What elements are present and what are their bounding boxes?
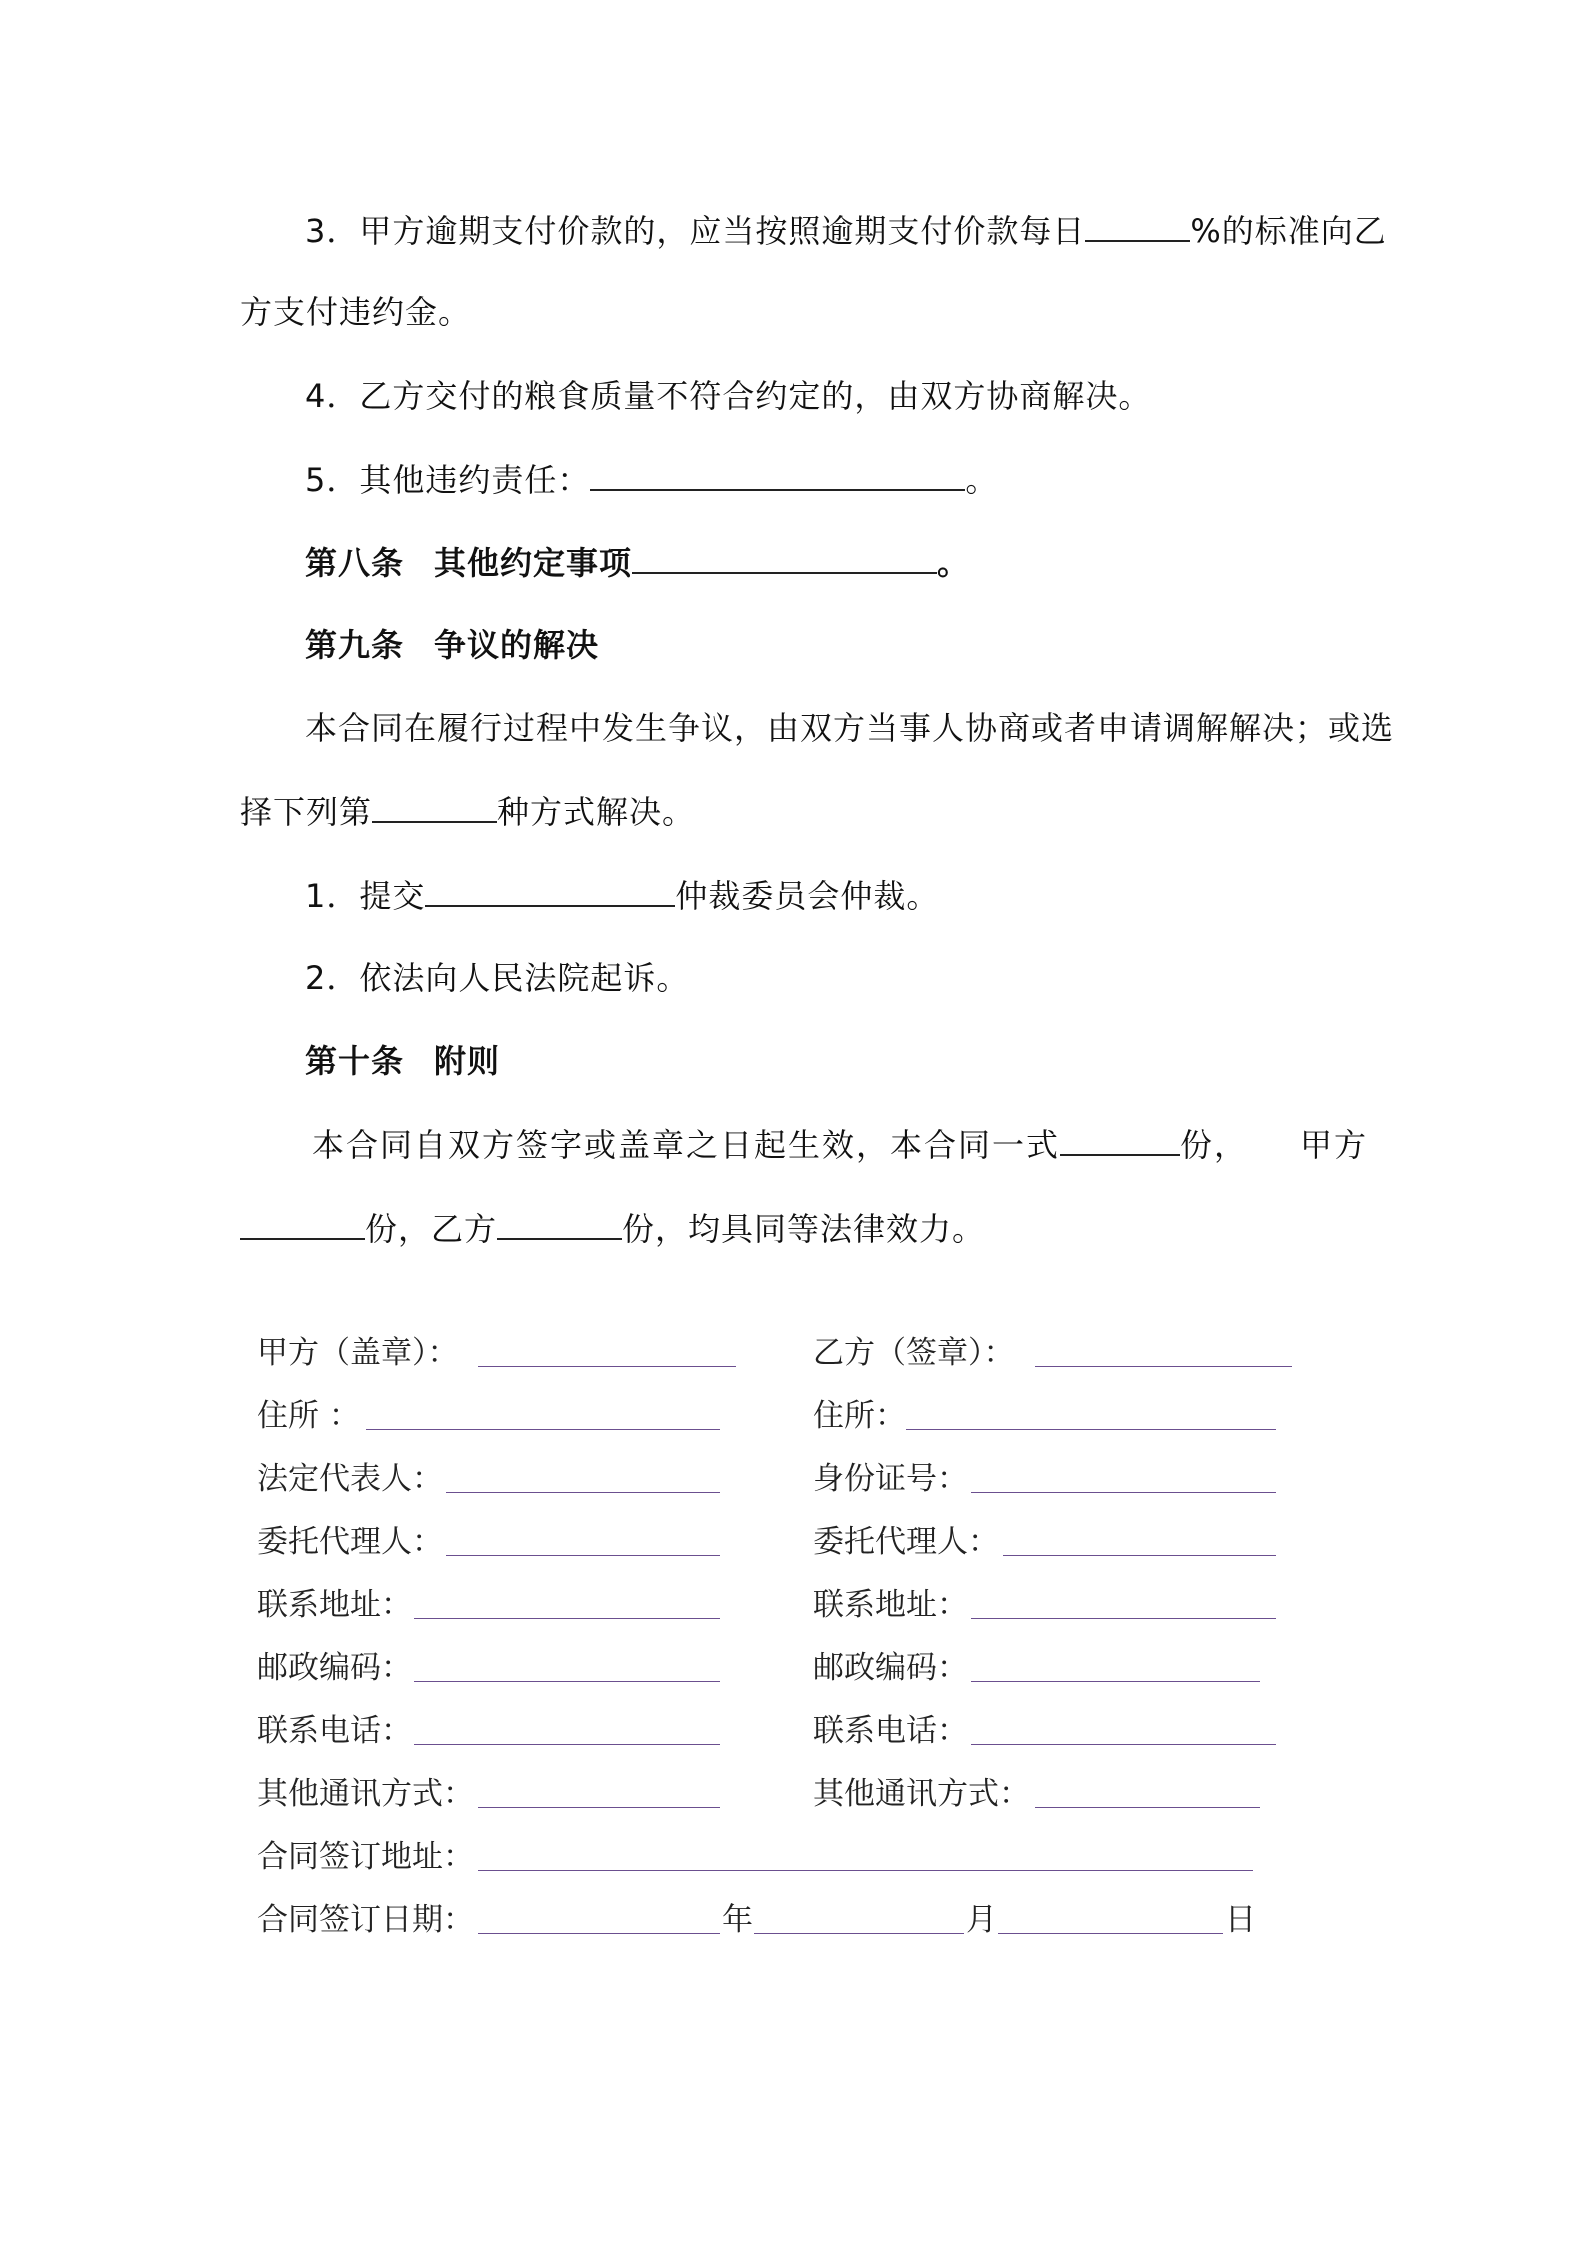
article-10-heading: 附则 [434, 1042, 501, 1080]
party-b-sign-label: 乙方（签章）： [813, 1335, 1015, 1371]
sign-address-label: 合同签订地址： [257, 1839, 474, 1875]
party-a-other-contact-label: 其他通讯方式： [257, 1776, 474, 1812]
clause-3-text-c: 方支付违约金。 [240, 293, 472, 331]
party-b-contact-address-line[interactable] [971, 1618, 1276, 1619]
article-8-heading: 其他约定事项 [434, 544, 633, 582]
article-10-text-2 [240, 1208, 985, 1249]
article-8 [305, 542, 970, 583]
party-a-seal-line[interactable] [478, 1366, 736, 1367]
party-a-agent-label: 委托代理人： [257, 1524, 443, 1560]
year-label: 年 [722, 1902, 753, 1938]
party-a-address-line[interactable] [366, 1429, 720, 1430]
dispute-method-blank[interactable] [372, 791, 497, 823]
other-liability-blank[interactable] [590, 459, 965, 491]
month-label: 月 [966, 1902, 997, 1938]
copies-total-blank[interactable] [1060, 1124, 1180, 1156]
sign-address-line[interactable] [478, 1870, 1253, 1871]
party-b-phone-label: 联系电话： [813, 1713, 968, 1749]
day-label: 日 [1225, 1902, 1256, 1938]
arbitration-committee-blank[interactable] [425, 875, 675, 907]
article-8-end: 。 [937, 544, 971, 582]
party-a-other-contact-line[interactable] [478, 1807, 720, 1808]
option-1-text-b: 仲裁委员会仲裁。 [675, 877, 940, 915]
party-b-sign-line[interactable] [1035, 1366, 1292, 1367]
article-10 [305, 1041, 500, 1081]
option-1-text-a: 1．提交 [305, 877, 426, 915]
party-b-agent-line[interactable] [1003, 1555, 1276, 1556]
article-9-body-b2: 种方式解决。 [497, 793, 696, 831]
party-a-contact-address-label: 联系地址： [257, 1587, 412, 1623]
party-a-seal-label: 甲方（盖章）： [257, 1335, 459, 1371]
party-a-postcode-line[interactable] [414, 1681, 720, 1682]
option-2-text: 2．依法向人民法院起诉。 [305, 959, 690, 997]
clause-4-text: 4．乙方交付的粮食质量不符合约定的，由双方协商解决。 [305, 377, 1152, 415]
sign-date-label: 合同签订日期： [257, 1902, 474, 1938]
article-9 [305, 625, 599, 665]
sign-year-line[interactable] [478, 1933, 720, 1934]
option-2 [305, 958, 689, 998]
clause-5-text: 5．其他违约责任： [305, 461, 591, 499]
article-9-text-1 [305, 708, 1394, 748]
party-b-phone-line[interactable] [971, 1744, 1276, 1745]
clause-5 [305, 459, 998, 500]
party-a-contact-address-line[interactable] [414, 1618, 720, 1619]
copies-party-b-blank[interactable] [497, 1208, 622, 1240]
sign-month-line[interactable] [754, 1933, 964, 1934]
clause-3-line-2 [240, 292, 471, 332]
party-a-legal-rep-label: 法定代表人： [257, 1461, 443, 1497]
party-a-legal-rep-line[interactable] [446, 1492, 720, 1493]
article-10-title: 第十条 [305, 1042, 405, 1080]
party-b-contact-address-label: 联系地址： [813, 1587, 968, 1623]
party-b-address-line[interactable] [906, 1429, 1276, 1430]
article-9-body: 本合同在履行过程中发生争议，由双方当事人协商或者申请调解解决；或选 [305, 709, 1395, 747]
sign-day-line[interactable] [998, 1933, 1223, 1934]
party-b-address-label: 住所： [813, 1398, 906, 1434]
party-b-id-number-label: 身份证号： [813, 1461, 968, 1497]
clause-4 [305, 376, 1151, 416]
party-b-agent-label: 委托代理人： [813, 1524, 999, 1560]
clause-3-text-b: %的标准向乙 [1190, 212, 1387, 250]
article-9-title: 第九条 [305, 626, 405, 664]
clause-3-text: 3．甲方逾期支付价款的，应当按照逾期支付价款每日 [305, 212, 1086, 250]
party-b-postcode-label: 邮政编码： [813, 1650, 968, 1686]
article-10-body-b2: 份，均具同等法律效力。 [622, 1210, 986, 1248]
party-a-phone-label: 联系电话： [257, 1713, 412, 1749]
article-8-title: 第八条 [305, 544, 405, 582]
party-b-postcode-line[interactable] [971, 1681, 1260, 1682]
party-a-address-label: 住所 ： [257, 1398, 360, 1434]
copies-party-a-blank[interactable] [240, 1208, 365, 1240]
party-b-id-number-line[interactable] [971, 1492, 1276, 1493]
article-10-body-a3: 甲方 [1300, 1126, 1369, 1164]
article-9-text-2 [240, 791, 695, 832]
party-b-other-contact-label: 其他通讯方式： [813, 1776, 1030, 1812]
article-10-body-a1: 本合同自双方签字或盖章之日起生效，本合同一式 [312, 1126, 1061, 1164]
clause-5-end: 。 [965, 461, 999, 499]
party-b-other-contact-line[interactable] [1035, 1807, 1260, 1808]
party-a-postcode-label: 邮政编码： [257, 1650, 412, 1686]
clause-3-line-1 [305, 210, 1387, 251]
party-a-agent-line[interactable] [446, 1555, 720, 1556]
article-10-body-b1: 份，乙方 [365, 1210, 498, 1248]
option-1 [305, 875, 939, 916]
article-9-heading: 争议的解决 [434, 626, 600, 664]
article-9-body-b1: 择下列第 [240, 793, 373, 831]
party-a-phone-line[interactable] [414, 1744, 720, 1745]
article-10-body-a2: 份， [1180, 1126, 1249, 1164]
other-matters-blank[interactable] [632, 542, 937, 574]
penalty-rate-blank[interactable] [1085, 210, 1190, 242]
article-10-text-1 [312, 1124, 1368, 1165]
